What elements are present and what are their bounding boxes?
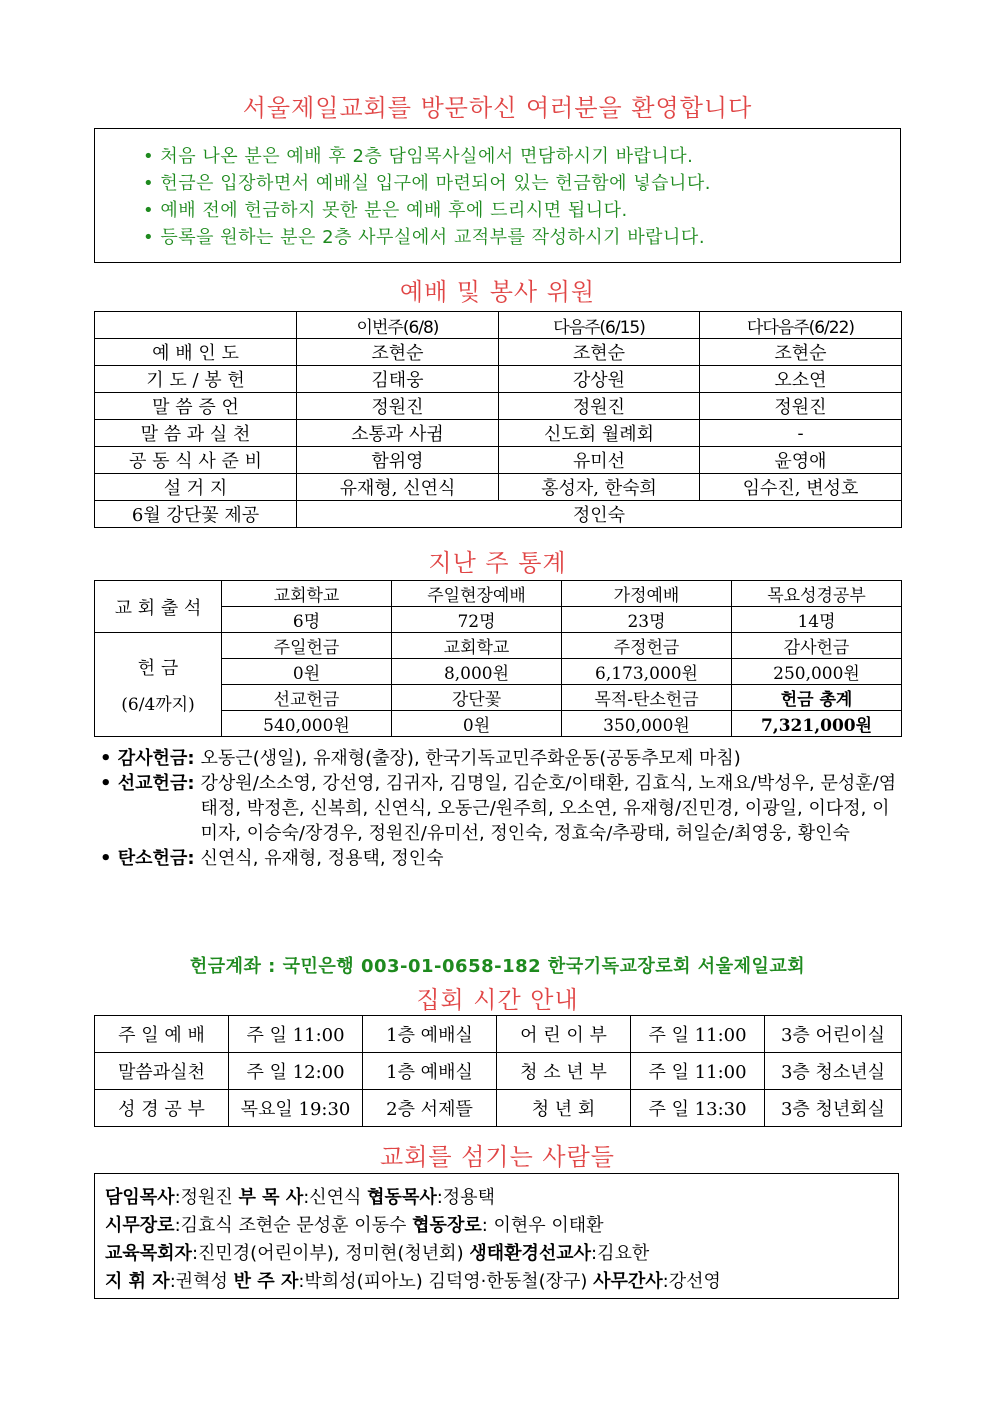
- stats-table: [94, 580, 902, 737]
- table-row: [95, 312, 902, 339]
- row-label: 6월 강단꽃 제공: [95, 501, 297, 528]
- table-cell: 정인숙: [297, 501, 902, 528]
- table-row: [95, 339, 902, 366]
- table-cell: 주 일 11:00: [229, 1016, 363, 1053]
- table-header: [95, 312, 297, 339]
- staff-role: 사무간사: [593, 1271, 663, 1292]
- note-key: • 탄소헌금:: [100, 846, 195, 871]
- table-header: 목요성경공부: [732, 581, 902, 607]
- table-header: 목적-탄소헌금: [562, 685, 732, 711]
- attendance-label: 교 회 출 석: [95, 581, 222, 633]
- table-cell: 8,000원: [392, 659, 562, 685]
- staff-names: :신연식: [303, 1187, 368, 1208]
- staff-names: :권혁성: [169, 1271, 234, 1292]
- table-header: 헌금 총계: [732, 685, 902, 711]
- list-item: [100, 846, 900, 871]
- table-cell: -: [700, 420, 902, 447]
- table-cell: 540,000원: [222, 711, 392, 737]
- table-cell: 정원진: [297, 393, 499, 420]
- row-label: 말 씀 증 언: [95, 393, 297, 420]
- staff-role: 시무장로: [105, 1215, 175, 1236]
- table-row: [95, 447, 902, 474]
- table-cell: 14명: [732, 607, 902, 633]
- table-header: 선교헌금: [222, 685, 392, 711]
- table-header: 다다음주(6/22): [700, 312, 902, 339]
- table-cell: 김태웅: [297, 366, 499, 393]
- offering-account: 헌금계좌 : 국민은행 003-01-0658-182 한국기독교장로회 서울제일교회: [189, 956, 806, 977]
- table-cell: 말씀과실천: [95, 1053, 229, 1090]
- row-label: 기 도 / 봉 헌: [95, 366, 297, 393]
- table-row: [95, 1090, 902, 1127]
- staff-role: 생태환경선교사: [469, 1243, 592, 1264]
- table-row: [95, 366, 902, 393]
- table-row: [95, 501, 902, 528]
- table-header: 주일현장예배: [392, 581, 562, 607]
- staff-names: :박희성(피아노) 김덕영·한동철(장구): [298, 1271, 594, 1292]
- list-item: • 처음 나온 분은 예배 후 2층 담임목사실에서 면담하시기 바랍니다.: [143, 143, 900, 170]
- list-item: • 헌금은 입장하면서 예배실 입구에 마련되어 있는 헌금함에 넣습니다.: [143, 170, 900, 197]
- table-cell: 1층 예배실: [363, 1016, 497, 1053]
- staff-names: :정원진: [174, 1187, 239, 1208]
- offering-label-text: 헌 금: [137, 658, 179, 679]
- row-label: 말 씀 과 실 천: [95, 420, 297, 447]
- table-cell: 3층 청년회실: [765, 1090, 902, 1127]
- table-cell: 소통과 사귐: [297, 420, 499, 447]
- table-cell: 홍성자, 한숙희: [499, 474, 700, 501]
- table-cell: 1층 예배실: [363, 1053, 497, 1090]
- table-cell: 임수진, 변성호: [700, 474, 902, 501]
- table-cell: 주 일 13:30: [631, 1090, 765, 1127]
- staff-role: 지 휘 자: [105, 1271, 170, 1292]
- table-cell: 0원: [392, 711, 562, 737]
- service-table: [94, 311, 902, 528]
- staff-role: 반 주 자: [233, 1271, 299, 1292]
- table-cell: 72명: [392, 607, 562, 633]
- table-cell: 주 일 12:00: [229, 1053, 363, 1090]
- table-header: 교회학교: [222, 581, 392, 607]
- table-header: 교회학교: [392, 633, 562, 659]
- table-cell: 조현순: [499, 339, 700, 366]
- table-cell: 250,000원: [732, 659, 902, 685]
- staff-line: [105, 1240, 898, 1268]
- staff-box: [94, 1173, 899, 1299]
- note-key: • 선교헌금:: [100, 771, 195, 846]
- table-cell: 350,000원: [562, 711, 732, 737]
- table-cell: 청 년 회: [497, 1090, 631, 1127]
- offering-label: [95, 633, 222, 737]
- schedule-title: 집회 시간 안내: [416, 986, 579, 1014]
- table-cell: 조현순: [700, 339, 902, 366]
- table-row: [95, 420, 902, 447]
- table-header: 가정예배: [562, 581, 732, 607]
- table-cell: 3층 어린이실: [765, 1016, 902, 1053]
- staff-role: 담임목사: [105, 1187, 175, 1208]
- staff-role: 교육목회자: [105, 1243, 192, 1264]
- total-offering: 7,321,000원: [732, 711, 902, 737]
- list-item: [100, 771, 900, 846]
- table-header: 이번주(6/8): [297, 312, 499, 339]
- staff-names: :진민경(어린이부), 정미현(청년회): [191, 1243, 470, 1264]
- table-cell: 2층 서제뜰: [363, 1090, 497, 1127]
- table-cell: 오소연: [700, 366, 902, 393]
- list-item: • 예배 전에 헌금하지 못한 분은 예배 후에 드리시면 됩니다.: [143, 197, 900, 224]
- welcome-box: [94, 128, 901, 263]
- table-cell: 정원진: [700, 393, 902, 420]
- note-value: 강상원/소소영, 강선영, 김귀자, 김명일, 김순호/이태환, 김효식, 노재요/박성우, 문성훈/염태정, 박정흔, 신복희, 신연식, 오동근/원주희, 오소연, 유재형/진민경, 이광일, 이다정, 이미자, 이승숙/장경우, 정원진/유미선, 정인숙, 정효숙/추광태, 허일순/최영웅, 황인숙: [200, 773, 897, 844]
- table-row: [95, 393, 902, 420]
- note-value: 오동근(생일), 유재형(출장), 한국기독교민주화운동(공동추모제 마침): [200, 748, 741, 769]
- welcome-list: [95, 129, 900, 251]
- table-cell: 강상원: [499, 366, 700, 393]
- table-cell: 유재형, 신연식: [297, 474, 499, 501]
- table-cell: 3층 청소년실: [765, 1053, 902, 1090]
- staff-names: :김요한: [591, 1243, 650, 1264]
- staff-names: :강선영: [662, 1271, 721, 1292]
- note-value: 신연식, 유재형, 정용택, 정인숙: [200, 848, 444, 869]
- staff-names: :김효식 조현순 문성훈 이동수: [174, 1215, 413, 1236]
- table-cell: 윤영애: [700, 447, 902, 474]
- table-cell: 주 일 11:00: [631, 1053, 765, 1090]
- table-cell: 6명: [222, 607, 392, 633]
- list-item: • 등록을 원하는 분은 2층 사무실에서 교적부를 작성하시기 바랍니다.: [143, 224, 900, 251]
- table-header: 다음주(6/15): [499, 312, 700, 339]
- table-row: [95, 474, 902, 501]
- note-key: • 감사헌금:: [100, 746, 195, 771]
- table-cell: 6,173,000원: [562, 659, 732, 685]
- row-label: 설 거 지: [95, 474, 297, 501]
- table-header: 주정헌금: [562, 633, 732, 659]
- table-cell: 청 소 년 부: [497, 1053, 631, 1090]
- table-row: [95, 1053, 902, 1090]
- row-label: 공 동 식 사 준 비: [95, 447, 297, 474]
- table-cell: 주 일 11:00: [631, 1016, 765, 1053]
- staff-line: [105, 1268, 898, 1296]
- staff-line: [105, 1212, 898, 1240]
- table-cell: 유미선: [499, 447, 700, 474]
- table-cell: 함위영: [297, 447, 499, 474]
- table-cell: 0원: [222, 659, 392, 685]
- table-cell: 성 경 공 부: [95, 1090, 229, 1127]
- service-title: 예배 및 봉사 위원: [399, 278, 596, 306]
- table-header: 주일헌금: [222, 633, 392, 659]
- stats-title: 지난 주 통계: [428, 549, 567, 577]
- table-cell: 신도회 월례회: [499, 420, 700, 447]
- welcome-title: 서울제일교회를 방문하신 여러분을 환영합니다: [242, 94, 753, 122]
- table-cell: 주 일 예 배: [95, 1016, 229, 1053]
- staff-title: 교회를 섬기는 사람들: [380, 1143, 615, 1171]
- table-row: [95, 1016, 902, 1053]
- table-header: 강단꽃: [392, 685, 562, 711]
- staff-role: 협동목사: [367, 1187, 437, 1208]
- staff-line: [105, 1184, 898, 1212]
- schedule-table: [94, 1015, 902, 1127]
- row-label: 예 배 인 도: [95, 339, 297, 366]
- table-cell: 정원진: [499, 393, 700, 420]
- table-cell: 어 린 이 부: [497, 1016, 631, 1053]
- staff-names: : 이현우 이태환: [481, 1215, 604, 1236]
- table-row: [95, 581, 902, 607]
- table-cell: 조현순: [297, 339, 499, 366]
- offering-sub-text: (6/4까지): [121, 695, 195, 715]
- staff-names: :정용택: [436, 1187, 495, 1208]
- table-cell: 목요일 19:30: [229, 1090, 363, 1127]
- table-row: [95, 633, 902, 659]
- offering-notes: [100, 746, 900, 871]
- table-header: 감사헌금: [732, 633, 902, 659]
- staff-role: 부 목 사: [238, 1187, 304, 1208]
- list-item: [100, 746, 900, 771]
- staff-role: 협동장로: [412, 1215, 482, 1236]
- table-cell: 23명: [562, 607, 732, 633]
